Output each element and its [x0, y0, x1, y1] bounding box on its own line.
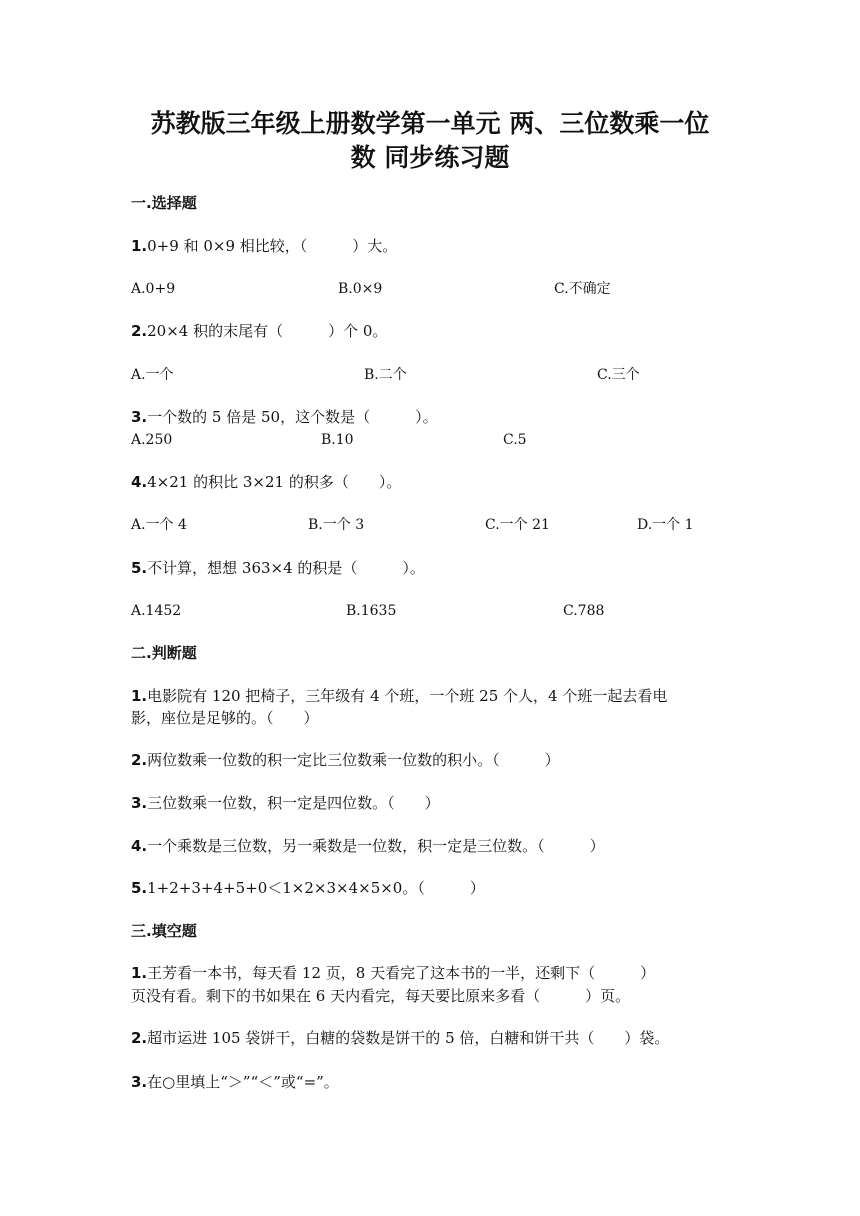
choice-question-5 — [131, 555, 425, 581]
choice-question-2 — [131, 318, 387, 344]
section-heading-choice: 一.选择题 — [131, 194, 197, 212]
fill-question-2 — [131, 1025, 669, 1051]
question-number: 5. — [131, 559, 148, 577]
option-c: C.5 — [503, 432, 527, 448]
option-a: A.一个 — [131, 367, 174, 383]
question-text: 两位数乘一位数的积一定比三位数乘一位数的积小。（ ） — [147, 751, 560, 769]
section-heading-fill-blank: 三.填空题 — [131, 922, 197, 940]
option-d: D.一个 1 — [637, 517, 694, 533]
choice-question-1 — [131, 233, 397, 259]
worksheet-title-line1: 苏教版三年级上册数学第一单元 两、三位数乘一位 — [150, 109, 710, 138]
question-number: 3. — [131, 794, 148, 812]
question-number: 1. — [131, 687, 148, 705]
question-text: 1+2+3+4+5+0＜1×2×3×4×5×0。（ ） — [147, 879, 485, 897]
judge-question-3 — [131, 790, 440, 816]
judge-question-1-continued: 影，座位是足够的。（ ） — [131, 709, 319, 727]
option-b: B.一个 3 — [308, 517, 365, 533]
question-number: 2. — [131, 322, 148, 340]
question-number: 1. — [131, 237, 148, 255]
choice-question-3 — [131, 404, 438, 430]
question-number: 2. — [131, 1029, 148, 1047]
question-text: 三位数乘一位数，积一定是四位数。（ ） — [147, 794, 440, 812]
question-number: 3. — [131, 408, 148, 426]
question-text: 0+9 和 0×9 相比较，（ ）大。 — [147, 237, 398, 255]
option-c: C.一个 21 — [485, 517, 550, 533]
question-number: 4. — [131, 837, 148, 855]
question-text: 20×4 积的末尾有（ ）个 0。 — [147, 322, 388, 340]
option-a: A.一个 4 — [131, 517, 187, 533]
option-b: B.10 — [321, 432, 354, 448]
option-b: B.二个 — [364, 367, 407, 383]
question-number: 5. — [131, 879, 148, 897]
question-text: 在○里填上“＞”“＜”或“=”。 — [147, 1073, 339, 1091]
question-number: 4. — [131, 473, 148, 491]
question-text: 一个数的 5 倍是 50，这个数是（ ）。 — [147, 408, 438, 426]
option-c: C.不确定 — [554, 281, 611, 297]
fill-question-1-continued: 页没有看。剩下的书如果在 6 天内看完，每天要比原来多看（ ）页。 — [131, 987, 631, 1005]
question-text: 4×21 的积比 3×21 的积多（ ）。 — [147, 473, 402, 491]
question-number: 1. — [131, 964, 148, 982]
question-text: 不计算，想想 363×4 的积是（ ）。 — [147, 559, 425, 577]
option-a: A.1452 — [131, 603, 182, 619]
choice-question-4 — [131, 469, 401, 495]
fill-question-3 — [131, 1069, 339, 1095]
question-number: 3. — [131, 1073, 148, 1091]
option-b: B.0×9 — [338, 281, 383, 297]
option-b: B.1635 — [346, 603, 397, 619]
option-a: A.0+9 — [131, 281, 176, 297]
option-c: C.三个 — [597, 367, 640, 383]
worksheet-title-line2: 数 同步练习题 — [350, 143, 510, 172]
option-c: C.788 — [563, 603, 605, 619]
judge-question-2 — [131, 747, 560, 773]
question-number: 2. — [131, 751, 148, 769]
question-text: 王芳看一本书，每天看 12 页，8 天看完了这本书的一半，还剩下（ ） — [147, 964, 656, 982]
judge-question-5 — [131, 875, 485, 901]
question-text: 电影院有 120 把椅子，三年级有 4 个班，一个班 25 个人，4 个班一起去看电 — [147, 687, 668, 705]
section-heading-judgement: 二.判断题 — [131, 644, 197, 662]
question-text: 超市运进 105 袋饼干，白糖的袋数是饼干的 5 倍，白糖和饼干共（ ）袋。 — [147, 1029, 670, 1047]
question-text: 一个乘数是三位数，另一乘数是一位数，积一定是三位数。（ ） — [147, 837, 605, 855]
option-a: A.250 — [131, 432, 173, 448]
judge-question-4 — [131, 833, 605, 859]
